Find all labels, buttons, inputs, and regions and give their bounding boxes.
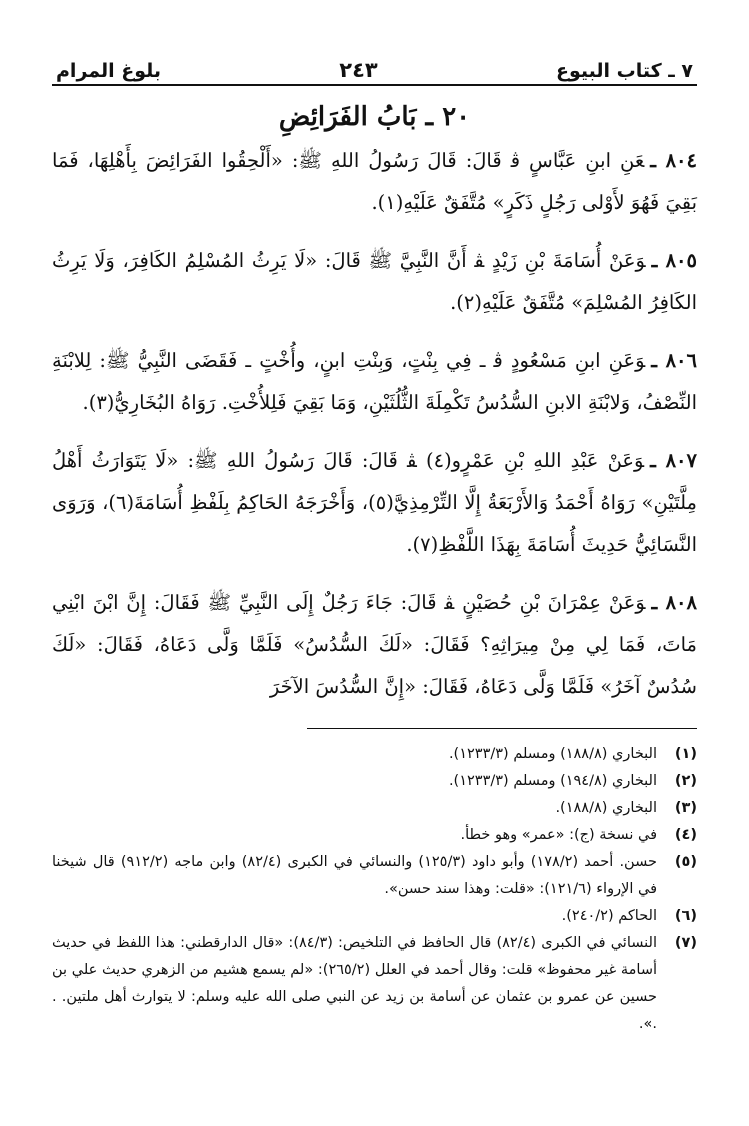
hadith-number: ٨٠٥ ـ <box>651 249 697 272</box>
hadith-804 <box>52 140 697 224</box>
hadith-text: وَعَنْ أُسَامَةَ بْنِ زَيْدٍ ﭭ أَنَّ النَّبِيَّ ﷺ قَالَ: «لَا يَرِثُ المُسْلِمُ الكَافِرَ، وَلَا يَرِثُ الكَافِرُ المُسْلِمَ» مُتَّفَقٌ عَلَيْهِ(٢). <box>52 249 697 314</box>
hadith-806 <box>52 340 697 424</box>
footnote-divider <box>307 728 697 729</box>
chapter-title: ٢٠ ـ بَابُ الفَرَائِضِ <box>278 102 471 132</box>
hadith-text: عَنِ ابنِ عَبَّاسٍ ﭬ قَالَ: قَالَ رَسُولُ اللهِ ﷺ: «أَلْحِقُوا الفَرَائِضَ بِأَهْلِهَا، فَمَا بَقِيَ فَهُوَ لأَوْلى رَجُلٍ ذَكَرٍ» مُتَّفَقٌ عَلَيْهِ(١). <box>52 149 697 214</box>
footnote-number: (١) <box>674 746 697 762</box>
footnote-7 <box>52 930 697 1038</box>
page-header <box>52 44 697 86</box>
footnote-number: (٣) <box>674 800 697 816</box>
hadith-number: ٨٠٨ ـ <box>651 591 697 614</box>
footnote-number: (٦) <box>674 908 697 924</box>
footnote-text: البخاري (١٩٤/٨) ومسلم (١٢٣٣/٣). <box>448 773 657 789</box>
hadith-text: وَعَنِ ابنِ مَسْعُودٍ ﭬ ـ فِي بِنْتٍ، وَبِنْتِ ابنٍ، وأُخْتٍ ـ فَقَضَى النَّبِيُّ ﷺ: لِلابْنَةِ النِّصْفُ، وَلابْنَةِ الابنِ السُّدُسُ تَكْمِلَةَ الثُّلُثَيْنِ، وَمَا بَقِيَ فَلِلأُخْتِ. رَوَاهُ البُخَارِيُّ(٣). <box>52 349 697 414</box>
footnote-number: (٧) <box>674 935 697 951</box>
footnote-text: البخاري (١٨٨/٨) ومسلم (١٢٣٣/٣). <box>448 746 657 762</box>
hadith-number: ٨٠٤ ـ <box>650 149 697 172</box>
footnote-number: (٢) <box>674 773 697 789</box>
page-number: ٢٤٣ <box>339 58 378 82</box>
footnote-number: (٥) <box>674 854 697 870</box>
footnote-number: (٤) <box>674 827 697 843</box>
header-book-title: بلوغ المرام <box>56 60 162 82</box>
book-page <box>52 44 697 1038</box>
footnote-text: الحاكم (٢٤٠/٢). <box>561 908 657 924</box>
hadith-807 <box>52 440 697 566</box>
header-chapter: ٧ ـ كتاب البيوع <box>555 60 693 82</box>
hadith-list <box>52 140 697 708</box>
hadith-text: وَعَنْ عَبْدِ اللهِ بْنِ عَمْرٍو(٤) ﭭ قَالَ: قَالَ رَسُولُ اللهِ ﷺ: «لَا يَتَوَارَثُ أَهْلُ مِلَّتَيْنِ» رَوَاهُ أَحْمَدُ وَالأَرْبَعَةُ إِلَّا التِّرْمِذِيَّ(٥)، وَأَخْرَجَهُ الحَاكِمُ بِلَفْظِ أُسَامَةَ(٦)، وَرَوَى النَّسَائِيُّ حَدِيثَ أُسَامَةَ بِهَذَا اللَّفْظِ(٧). <box>52 449 697 556</box>
footnote-3 <box>52 795 697 822</box>
footnotes <box>52 741 697 1038</box>
footnote-4 <box>52 822 697 849</box>
hadith-number: ٨٠٧ ـ <box>650 449 697 472</box>
hadith-number: ٨٠٦ ـ <box>651 349 697 372</box>
footnote-2 <box>52 768 697 795</box>
hadith-text: وَعَنْ عِمْرَانَ بْنِ حُصَيْنٍ ﭭ قَالَ: جَاءَ رَجُلٌ إِلَى النَّبِيِّ ﷺ فَقَالَ: إِنَّ ابْنَ ابْنِي مَاتَ، فَمَا لِي مِنْ مِيرَاثِهِ؟ فَقَالَ: «لَكَ السُّدُسُ» فَلَمَّا وَلَّى دَعَاهُ، فَقَالَ: «لَكَ سُدُسٌ آخَرُ» فَلَمَّا وَلَّى دَعَاهُ، فَقَالَ: «إِنَّ السُّدُسَ الآخَرَ <box>52 591 697 698</box>
footnote-text: البخاري (١٨٨/٨). <box>555 800 657 816</box>
hadith-808 <box>52 582 697 708</box>
footnote-1 <box>52 741 697 768</box>
footnote-text: النسائي في الكبرى (٨٢/٤) قال الحافظ في التلخيص: (٨٤/٣): «قال الدارقطني: هذا اللفظ في حديث أسامة غير محفوظ» قلت: وقال أحمد في العلل (٢٦٥/٢): «لم يسمع هشيم من الزهري حديث علي بن حسين عن عمرو بن عثمان عن أسامة بن زيد عن النبي صلى الله عليه وسلم: لا يتوارث أهل ملتين. . .». <box>52 935 657 1032</box>
footnote-5 <box>52 849 697 903</box>
footnote-text: في نسخة (ج): «عمر» وهو خطأ. <box>460 827 657 843</box>
footnote-text: حسن. أحمد (١٧٨/٢) وأبو داود (١٢٥/٣) والنسائي في الكبرى (٨٢/٤) وابن ماجه (٩١٢/٢) قال شيخنا في الإرواء (١٢١/٦): «قلت: وهذا سند حسن». <box>52 854 657 897</box>
hadith-805 <box>52 240 697 324</box>
footnote-6 <box>52 903 697 930</box>
